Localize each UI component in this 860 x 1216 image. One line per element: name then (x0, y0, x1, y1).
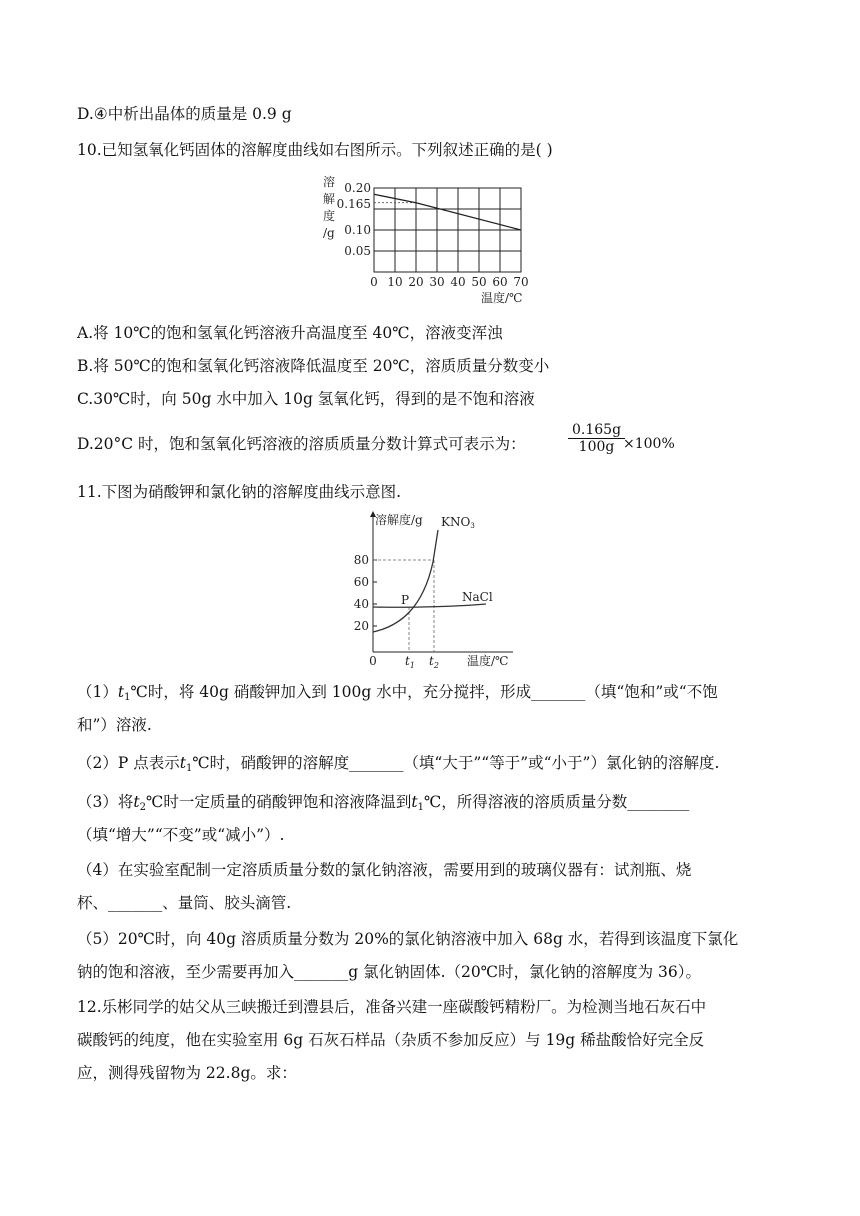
q11-part3-line1: （3）将$t_2℃$时一定质量的硝酸钾饱和溶液降温到$t_1℃$，所得溶液的溶质质量分数________ (77, 793, 690, 813)
chart1-xtick-50: 50 (471, 275, 487, 289)
q12-line3: 应，测得残留物为 22.8g。求： (77, 1064, 297, 1082)
nacl-label: NaCl (462, 590, 493, 604)
chart2-origin: 0 (369, 654, 377, 668)
chart2-ticks (373, 560, 377, 626)
chart1-ylabel-4: /g (323, 226, 335, 240)
chart2-ytick-60: 60 (353, 575, 369, 589)
chart1-xtick-20: 20 (408, 275, 424, 289)
chart1-xtick-70: 70 (513, 275, 529, 289)
chart1-xtick-40: 40 (450, 275, 466, 289)
chart2-ytick-80: 80 (353, 553, 369, 567)
q12-line1: 12.乐彬同学的姑父从三峡搬迁到澧县后，准备兴建一座碳酸钙精粉厂。为检测当地石灰石中 (77, 998, 707, 1016)
q11-part2: （2）P 点表示$t_1℃$时，硝酸钾的溶解度_______（填“大于”“等于”或“小于”）氯化钠的溶解度. (77, 754, 720, 774)
calcium-hydroxide-curve (374, 194, 521, 230)
chart1-ytick-005: 0.05 (344, 244, 371, 258)
q11-part4-line1: （4）在实验室配制一定溶质质量分数的氯化钠溶液，需要用到的玻璃仪器有：试剂瓶、烧 (77, 861, 692, 879)
chart1-xtick-30: 30 (429, 275, 445, 289)
q12-line2: 碳酸钙的纯度，他在实验室用 6g 石灰石样品（杂质不参加反应）与 19g 稀盐酸恰好完全反 (77, 1031, 705, 1049)
chart2-t1: $t_1$ (405, 654, 415, 670)
chart2-xlabel: 温度/℃ (467, 654, 509, 668)
q10-stem: 10.已知氢氧化钙固体的溶解度曲线如右图所示。下列叙述正确的是( ) (77, 141, 553, 159)
calcium-hydroxide-solubility-chart (315, 172, 545, 307)
q11-part5-line2: 钠的饱和溶液，至少需要再加入_______g 氯化钠固体.（20℃时，氯化钠的溶解度为 36）。 (77, 963, 701, 981)
chart2-ytick-40: 40 (353, 597, 369, 611)
kno3-label: KNO3 (441, 515, 475, 530)
kno3-nacl-solubility-chart (345, 508, 525, 670)
chart1-xtick-0: 0 (370, 275, 378, 289)
chart2-ylabel: 溶解度/g (375, 513, 423, 527)
fraction-denominator: 100g (578, 439, 615, 455)
q11-part5-line1: （5）20℃时，向 40g 溶质质量分数为 20%的氯化钠溶液中加入 68g 水，若得到该温度下氯化 (77, 930, 739, 948)
chart2-ytick-20: 20 (353, 619, 369, 633)
nacl-curve (373, 604, 486, 607)
q10-fraction (568, 422, 625, 455)
q11-part1-line1: $(1)t_1℃$时，将 40g 硝酸钾加入到 100g 水中，充分搅拌，形成_______（填“饱和”或“不饱 (77, 683, 718, 703)
q10-option-d-text: D.20°C 时，饱和氢氧化钙溶液的溶质质量分数计算式可表示为： (77, 435, 526, 453)
chart1-ytick-020: 0.20 (344, 181, 371, 195)
chart1-grid (374, 188, 521, 272)
q10-option-b: B.将 50℃的饱和氢氧化钙溶液降低温度至 20℃，溶质质量分数变小 (77, 357, 550, 375)
chart1-ylabel-3: 度 (323, 209, 336, 223)
chart1-xtick-60: 60 (492, 275, 508, 289)
q10-percent: ×100% (623, 436, 675, 452)
q11-stem: 11.下图为硝酸钾和氯化钠的溶解度曲线示意图. (77, 483, 402, 501)
chart1-xlabel: 温度/℃ (481, 291, 523, 305)
chart1-ylabel-2: 解 (323, 192, 336, 206)
q10-option-a: A.将 10℃的饱和氢氧化钙溶液升高温度至 40℃，溶液变浑浊 (77, 324, 503, 342)
chart2-t2: $t_2$ (429, 654, 439, 670)
chart1-xtick-10: 10 (387, 275, 403, 289)
kno3-curve (373, 530, 438, 632)
q9-option-d: D.④中析出晶体的质量是 0.9 g (77, 105, 292, 123)
q11-part1-line2: 和”）溶液. (77, 716, 152, 734)
chart1-ytick-010: 0.10 (344, 223, 371, 237)
fraction-numerator: 0.165g (568, 422, 625, 439)
chart1-ylabel-1: 溶 (323, 175, 336, 189)
q11-part4-line2: 杯、_______、量筒、胶头滴管. (77, 894, 292, 912)
point-p-label: P (401, 593, 410, 607)
q10-option-d (77, 433, 526, 455)
q11-part3-line2: （填“增大”“不变”或“减小”）. (77, 826, 285, 844)
chart1-ytick-0165: 0.165 (336, 197, 371, 211)
q10-option-c: C.30℃时，向 50g 水中加入 10g 氢氧化钙，得到的是不饱和溶液 (77, 390, 535, 408)
